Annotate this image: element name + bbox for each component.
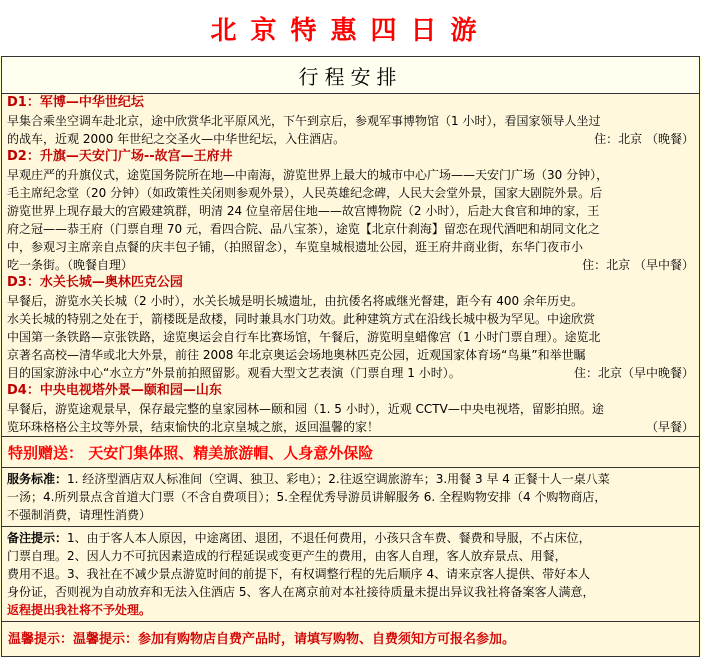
day-2-line: 中，参观习主席亲自点餐的庆丰包子铺，（拍照留念），车览皇城根遗址公园，逛王府井商业街，东华门夜市小 [7, 240, 584, 254]
day-1 [2, 94, 699, 148]
service-label: 服务标准： [7, 472, 68, 486]
day-2 [2, 148, 699, 274]
special-gift: 特别赠送： 天安门集体照、精美旅游帽、人身意外保险 [2, 436, 699, 467]
day-4-title: 中央电视塔外景—颐和园—山东 [39, 383, 222, 398]
notes-line: 门票自理。2、因人力不可抗因素造成的行程延误或变更产生的费用，由客人自理，客人放弃景点、用餐， [7, 549, 567, 563]
day-4-line: 早餐后，游览途观景早，保存最完整的皇家园林—颐和园（1. 5 小时），近观 CCTV—中央电视塔，留影拍照。途 [7, 402, 604, 416]
day-3 [2, 274, 699, 382]
day-3-title: 水关长城—奥林匹克公园 [39, 275, 183, 290]
day-2-label: D2： [7, 149, 40, 164]
day-3-line: 水关长城的特别之处在于，箭楼既是敌楼，同时兼具水门功效。此种建筑方式在沿线长城中极为罕见。中途欣赏 [7, 312, 596, 326]
notes [2, 526, 699, 621]
day-1-header [7, 94, 694, 112]
day-3-line: 京著名高校—清华或北大外景，前往 2008 年北京奥运会场地奥林匹克公园，近观国家体育场“鸟巢”和举世瞩 [7, 348, 586, 362]
notes-line: 身份证，否则视为自动放弃和无法入住酒店 5、客人在离京前对本社接待质量未提出异议我社将备案客人满意， [7, 585, 595, 599]
day-2-line: 早观庄严的升旗仪式，途览国务院所在地—中南海，游览世界上最大的城市中心广场——天安门广场（30 分钟）， [7, 168, 609, 182]
day-1-lodging: 住：北京 （晚餐） [594, 132, 694, 146]
day-4 [2, 382, 699, 436]
day-3-lodging: 住：北京（早中晚餐） [573, 366, 694, 380]
day-2-lodging: 住：北京 （早中餐） [582, 258, 694, 272]
day-3-label: D3： [7, 275, 40, 290]
notes-line: 返程提出我社将不予处理。 [7, 603, 152, 617]
day-2-line: 府之冠——恭王府（门票自理 70 元，看四合院、品八宝茶），途览【北京什刹海】留恋在现代酒吧和胡同文化之 [7, 222, 600, 236]
day-3-line: 早餐后，游览水关长城（2 小时），水关长城是明长城遗址，由抗倭名将戚继光督建，距今有 400 余年历史。 [7, 294, 583, 308]
day-4-header [7, 382, 694, 400]
day-1-line: 早集合乘坐空调车赴北京，途中欣赏华北平原风光，下午到京后，参观军事博物馆（1 小时），看国家领导人坐过 [7, 114, 601, 128]
day-3-line: 中国第一条铁路—京张铁路，途览奥运会自行车比赛场馆，午餐后，游览明皇蜡像宫（1 小时门票自理）。途览北 [7, 330, 601, 344]
notes-line: 费用不退。3、我社在不减少景点游览时间的前提下，有权调整行程的先后顺序 4、请来京客人提供、带好本人 [7, 567, 591, 581]
day-1-line: 的战车，近观 2000 年世纪之交圣火—中华世纪坛，入住酒店。 住：北京 （晚餐） [7, 132, 694, 146]
day-2-header [7, 148, 694, 166]
day-4-meals: （早餐） [645, 420, 694, 434]
day-1-label: D1： [7, 95, 40, 110]
day-4-label: D4： [7, 383, 40, 398]
page-title: 北京特惠四日游 [0, 0, 701, 56]
service-line: 一汤；4.所列景点含首道大门票（不含自费项目）；5.全程优秀导游员讲解服务 6. 全程购物安排（4 个购物商店， [7, 490, 607, 504]
notes-line: 1、由于客人本人原因，中途离团、退团，不退任何费用，小孩只含车费、餐费和导服，不占床位， [67, 531, 591, 545]
day-3-header [7, 274, 694, 292]
day-2-line: 毛主席纪念堂（20 分钟）（如政策性关闭则参观外景），人民英雄纪念碑，人民大会堂外景，国家大剧院外景。后 [7, 186, 603, 200]
day-3-line: 目的国家游泳中心“水立方”外景前拍照留影。观看大型文艺表演（门票自理 1 小时）。 住：北京（早中晚餐） [7, 366, 694, 380]
day-2-line: 吃一条街。（晚餐自理） 住：北京 （早中餐） [7, 258, 694, 272]
notes-label: 备注提示： [7, 531, 68, 545]
service-standard [2, 467, 699, 526]
itinerary-table [1, 56, 700, 657]
day-2-line: 游览世界上现存最大的宫殿建筑群，明清 24 位皇帝居住地——故宫博物院（2 小时），后赴大食官和坤的家，王 [7, 204, 600, 218]
warm-tip: 温馨提示：温馨提示：参加有购物店自费产品时，请填写购物、自费须知方可报名参加。 [2, 621, 699, 653]
day-4-line: 览环珠格格公主坟等外景，结束愉快的北京皇城之旅，返回温馨的家！ （早餐） [7, 420, 694, 434]
service-line: 不强制消费，请理性消费） [7, 508, 152, 522]
day-2-title: 升旗—天安门广场--故宫—王府井 [39, 149, 233, 164]
day-1-title: 军博—中华世纪坛 [39, 95, 144, 110]
schedule-title: 行程安排 [2, 57, 699, 94]
service-line: 1. 经济型酒店双人标准间（空调、独卫、彩电）；2.往返空调旅游车；3.用餐 3 早 4 正餐十人一桌八菜 [67, 472, 610, 486]
